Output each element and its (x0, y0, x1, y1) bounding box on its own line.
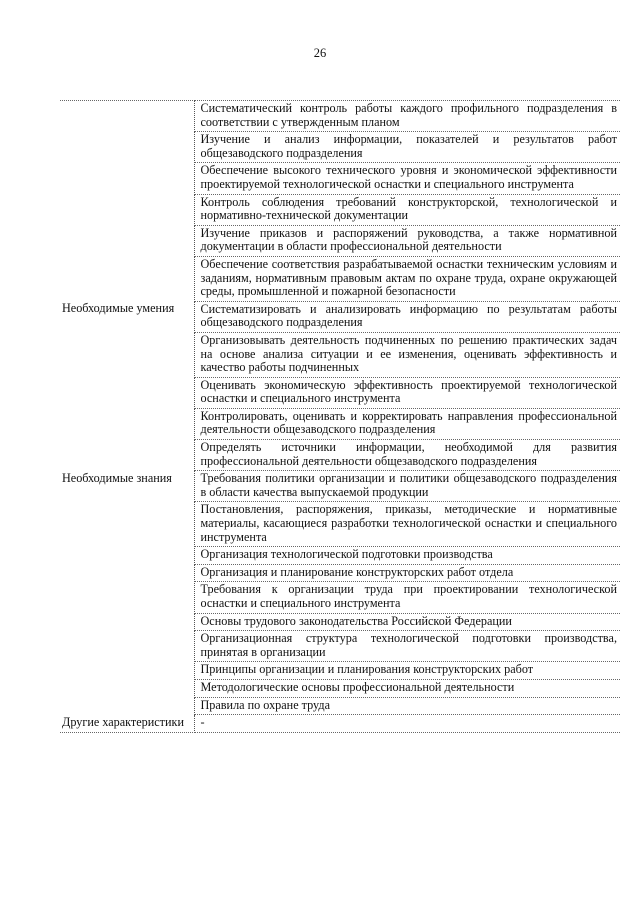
list-item: Требования к организации труда при проектировании технологической оснастки и специального инструмента (194, 582, 620, 613)
table-row (60, 471, 620, 502)
list-item: Определять источники информации, необходимой для развития профессиональной деятельности общезаводского подразделения (194, 440, 620, 471)
list-item: Требования политики организации и политики общезаводского подразделения в области качества выпускаемой продукции (194, 471, 620, 502)
list-item: Оценивать экономическую эффективность проектируемой технологической оснастки и специального инструмента (194, 377, 620, 408)
list-item: Организация и планирование конструкторских работ отдела (194, 564, 620, 582)
page-number: 26 (313, 46, 327, 60)
list-item: Принципы организации и планирования конструкторских работ (194, 662, 620, 680)
section-label-other: Другие характеристики (60, 715, 194, 733)
table-row (60, 715, 620, 733)
list-item: Изучение приказов и распоряжений руководства, а также нормативной документации в области профессиональной деятельности (194, 225, 620, 256)
list-item: Организовывать деятельность подчиненных по решению практических задач на основе анализа ситуации и ее изменения, оценивать эффективность и качество работы подчиненных (194, 332, 620, 377)
section-label-skills: Необходимые умения (60, 301, 194, 471)
list-item: Изучение и анализ информации, показателей и результатов работ общезаводского подразделения (194, 132, 620, 163)
list-item: Обеспечение соответствия разрабатываемой оснастки техническим условиям и заданиям, нормативным правовым актам по охране труда, охране окружающей среды, промышленной и пожарной безопасности (194, 256, 620, 301)
other-value: - (194, 715, 620, 733)
list-item: Систематический контроль работы каждого профильного подразделения в соответствии с утвержденным планом (194, 101, 620, 132)
list-item: Организация технологической подготовки производства (194, 547, 620, 565)
section-label-actions (60, 101, 194, 302)
section-label-knowledge: Необходимые знания (60, 471, 194, 715)
table-row (60, 101, 620, 132)
list-item: Обеспечение высокого технического уровня и экономической эффективности проектируемой технологической оснастки и специального инструмента (194, 163, 620, 194)
list-item: Контролировать, оценивать и корректировать направления профессиональной деятельности общезаводского подразделения (194, 408, 620, 439)
list-item: Постановления, распоряжения, приказы, методические и нормативные материалы, касающиеся разработки технологической оснастки и специального инструмента (194, 502, 620, 547)
table-row (60, 301, 620, 332)
list-item: Правила по охране труда (194, 697, 620, 715)
list-item: Контроль соблюдения требований конструкторской, технологической и нормативно-технической документации (194, 194, 620, 225)
list-item: Систематизировать и анализировать информацию по результатам работы общезаводского подразделения (194, 301, 620, 332)
list-item: Организационная структура технологической подготовки производства, принятая в организации (194, 631, 620, 662)
list-item: Основы трудового законодательства Российской Федерации (194, 613, 620, 631)
qualification-table (60, 100, 620, 733)
list-item: Методологические основы профессиональной деятельности (194, 679, 620, 697)
